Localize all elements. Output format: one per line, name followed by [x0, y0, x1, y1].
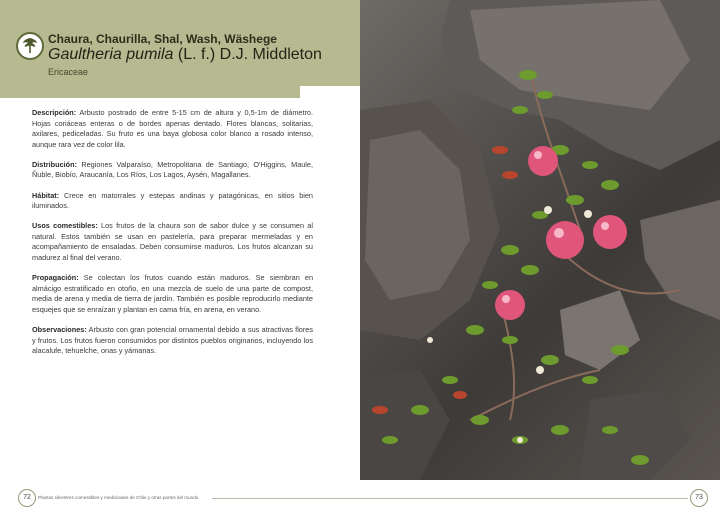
section-edible-uses [32, 221, 313, 263]
section-observations [32, 325, 313, 357]
authority: (L. f.) D.J. Middleton [177, 46, 322, 63]
footer-book-title: Plantas silvestres comestibles y medicinales de Chile y otras partes del mundo [38, 495, 199, 500]
section-text: Arbusto con gran potencial ornamental debido a sus atractivas flores y frutos. Los frutos fueron consumidos por distintos pueblos originarios, incluyendo los alacalufe, tehuelche, onas y yámanas. [32, 325, 314, 356]
tree-logo-icon [16, 32, 44, 60]
section-distribution [32, 160, 313, 181]
section-propagation [32, 273, 313, 315]
section-description [32, 108, 313, 150]
section-text: Los frutos de la chaura son de sabor dulce y se consumen al natural. Estos también se usan en pastelería, para preparar mermeladas y en acompañamiento de ensaladas. Deben consumirse maduros. Los frutos alcanzan su madurez al final del verano. [32, 221, 313, 263]
plant-photo [360, 0, 720, 480]
section-label: Propagación: [32, 273, 79, 283]
footer-rule [212, 498, 688, 499]
scientific-name-line [48, 46, 322, 64]
species-description [32, 108, 313, 366]
section-label: Distribución: [32, 159, 77, 169]
common-names: Chaura, Chaurilla, Shal, Wash, Wäshege [48, 32, 277, 46]
section-habitat [32, 191, 313, 212]
title-band-tab [0, 86, 300, 98]
section-text: Crece en matorrales y estepas andinas y patagónicas, en sitios bien iluminados. [32, 190, 313, 211]
section-label: Hábitat: [32, 190, 60, 200]
section-text: Se colectan los frutos cuando están maduros. Se siembran en almácigo estratificado en otoño, en una mezcla de suelo de una parte de compost, media de arena y media de tierra de jardín. También es posible reproducirlo mediante esquejes que se enraízan y plantan en cama fría, en arena, en verano. [32, 273, 314, 314]
section-label: Descripción: [32, 108, 77, 117]
page-number-right: 73 [690, 489, 708, 507]
family-name: Ericaceae [48, 67, 89, 77]
section-label: Observaciones: [32, 325, 87, 334]
section-text: Arbusto postrado de entre 5-15 cm de altura y 0,5-1m de diámetro. Hojas coriáceas enteras o de bordes apenas dentado. Flores blancas, solitarias, axilares, pediceladas. Su fruto es una baya globosa color blanco a rosado intenso, aunque rara vez de color lila. [32, 108, 314, 149]
scientific-name: Gaultheria pumila [48, 46, 174, 63]
page-number-left: 72 [18, 489, 36, 507]
section-label: Usos comestibles: [32, 221, 98, 231]
section-text: Regiones Valparaíso, Metropolitana de Santiago, O'Higgins, Maule, Ñuble, Biobío, Araucanía, Los Ríos, Los Lagos, Aysén, Magallanes. [32, 159, 314, 180]
